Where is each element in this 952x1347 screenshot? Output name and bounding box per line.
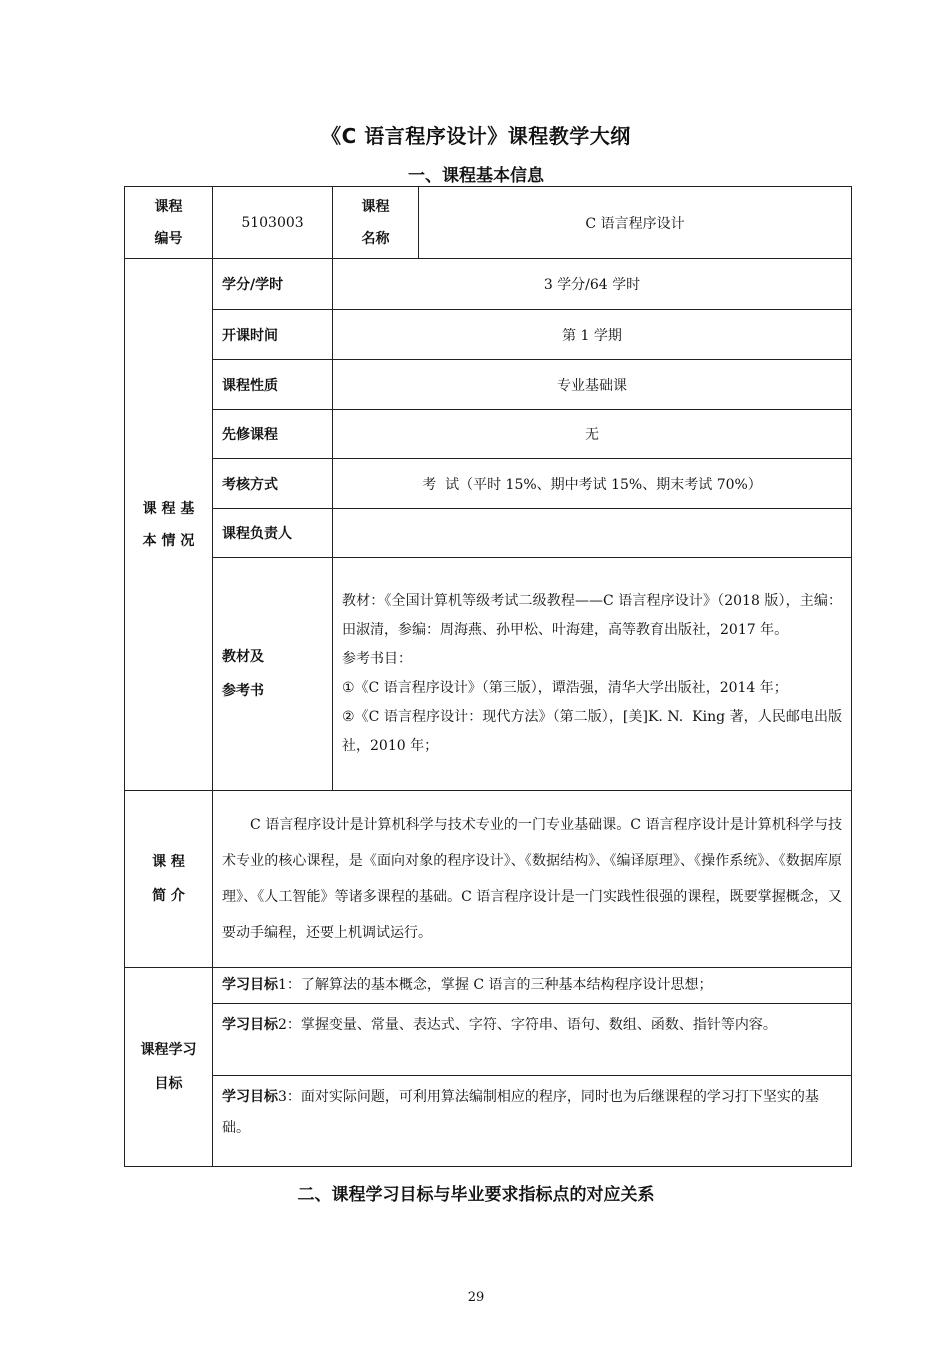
table-row: [125, 410, 852, 459]
table-row: [125, 259, 852, 310]
document-title: 《C 语言程序设计》课程教学大纲: [321, 124, 631, 148]
course-name-label: 课程 名称: [333, 187, 419, 259]
row-label-textbooks: 教材及 参考书: [213, 558, 333, 791]
row-value-prerequisites: 无: [333, 410, 852, 459]
table-row: [125, 968, 852, 1004]
textbook-line: 教材：《全国计算机等级考试二级教程——C 语言程序设计》（2018 版），主编：田淑清，参编：周海燕、孙甲松、叶海建，高等教育出版社，2017 年。: [342, 593, 843, 638]
row-value-semester: 第 1 学期: [333, 310, 852, 360]
row-value-course-type: 专业基础课: [333, 360, 852, 410]
course-code-label: 课程 编号: [125, 187, 213, 259]
table-row: [125, 1076, 852, 1167]
row-label-prerequisites: 先修课程: [213, 410, 333, 459]
reference-item: ②《C 语言程序设计：现代方法》（第二版），[美]K. N. King 著，人民邮电出版社，2010 年；: [342, 709, 843, 754]
learning-goal-1: 学习目标1：了解算法的基本概念，掌握 C 语言的三种基本结构程序设计思想；: [213, 968, 852, 1004]
reference-heading: 参考书目：: [342, 651, 412, 667]
learning-goals-label: 课程学习 目标: [125, 968, 213, 1167]
row-value-credits: 3 学分/64 学时: [333, 259, 852, 310]
course-intro-text: C 语言程序设计是计算机科学与技术专业的一门专业基础课。C 语言程序设计是计算机科学与技术专业的核心课程，是《面向对象的程序设计》、《数据结构》、《编译原理》、《操作系统》、《数据库原理》、《人工智能》等诸多课程的基础。C 语言程序设计是一门实践性很强的课程，既要掌握概念，又要动手编程，还要上机调试运行。: [213, 791, 852, 968]
course-code-value: 5103003: [213, 187, 333, 259]
row-label-credits: 学分/学时: [213, 259, 333, 310]
table-row: [125, 558, 852, 791]
basic-info-group-label: 课 程 基 本 情 况: [125, 259, 213, 791]
row-value-instructor: [333, 509, 852, 558]
section-heading-goal-mapping: 二、课程学习目标与毕业要求指标点的对应关系: [297, 1185, 655, 1205]
row-label-course-type: 课程性质: [213, 360, 333, 410]
row-label-assessment: 考核方式: [213, 459, 333, 509]
table-row: [125, 791, 852, 968]
page-number: 29: [467, 1290, 485, 1305]
table-row: [125, 360, 852, 410]
table-row: [125, 509, 852, 558]
row-label-instructor: 课程负责人: [213, 509, 333, 558]
row-label-semester: 开课时间: [213, 310, 333, 360]
table-row: [125, 459, 852, 509]
reference-item: ①《C 语言程序设计》（第三版），谭浩强，清华大学出版社，2014 年；: [342, 680, 788, 696]
course-name-value: C 语言程序设计: [419, 187, 852, 259]
row-value-assessment: 考 试（平时 15%、期中考试 15%、期末考试 70%）: [333, 459, 852, 509]
row-value-textbooks: [333, 558, 852, 791]
table-row: [125, 1004, 852, 1076]
course-intro-label: 课 程 简 介: [125, 791, 213, 968]
table-row: [125, 310, 852, 360]
table-row: [125, 187, 852, 259]
section-heading-basic-info: 一、课程基本信息: [408, 166, 544, 186]
learning-goal-2: 学习目标2：掌握变量、常量、表达式、字符、字符串、语句、数组、函数、指针等内容。: [213, 1004, 852, 1076]
course-info-table: [124, 186, 852, 1167]
learning-goal-3: 学习目标3：面对实际问题，可利用算法编制相应的程序，同时也为后继课程的学习打下坚实的基础。: [213, 1076, 852, 1167]
